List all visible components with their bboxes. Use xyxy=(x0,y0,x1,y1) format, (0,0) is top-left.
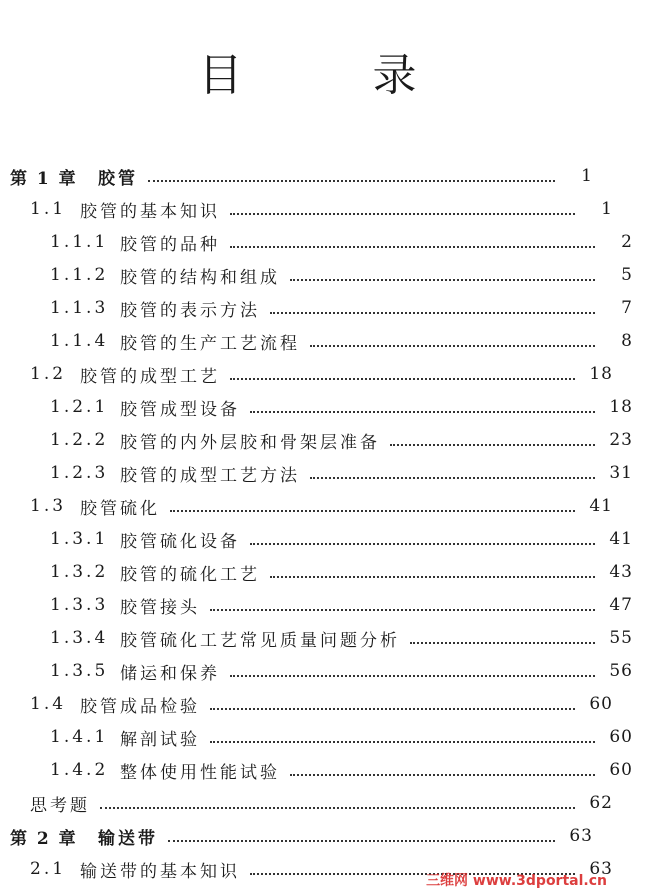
toc-entry[interactable] xyxy=(0,754,665,786)
toc-entry-page: 7 xyxy=(621,298,633,318)
toc-entry-number: 1.3 xyxy=(30,496,67,516)
toc-entry-number: 1.3.2 xyxy=(50,562,109,582)
dot-leader xyxy=(210,608,595,611)
toc-entry-number: 1.2 xyxy=(30,364,67,384)
toc-entry-page: 8 xyxy=(621,331,633,351)
dot-leader xyxy=(230,245,595,248)
toc-entry-number: 1.3.4 xyxy=(50,628,109,648)
toc-entry-number: 1.4.2 xyxy=(50,760,109,780)
toc-entry-page: 2 xyxy=(621,232,633,252)
dot-leader xyxy=(290,773,595,776)
dot-leader xyxy=(230,212,575,215)
toc-entry-page: 5 xyxy=(621,265,633,285)
toc-entry-title: 胶管的硫化工艺 xyxy=(120,564,260,585)
toc-entry-page: 56 xyxy=(609,661,633,681)
toc-entry-number: 1.3.5 xyxy=(50,661,109,681)
toc-entry-page: 47 xyxy=(609,595,633,615)
dot-leader xyxy=(230,674,595,677)
toc-entry[interactable] xyxy=(0,160,625,192)
dot-leader xyxy=(270,575,595,578)
dot-leader xyxy=(170,509,575,512)
toc-entry-page: 60 xyxy=(609,727,633,747)
toc-entry-page: 18 xyxy=(609,397,633,417)
toc-entry-title: 输送带 xyxy=(98,828,158,849)
toc-entry[interactable] xyxy=(0,292,665,324)
toc-entry-title: 胶管接头 xyxy=(120,597,200,618)
toc-entry[interactable] xyxy=(0,622,665,654)
dot-leader xyxy=(168,839,555,842)
watermark-logo: 三维网 www.3dportal.cn xyxy=(426,873,607,889)
toc-entry-title: 胶管的表示方法 xyxy=(120,300,260,321)
toc-entry-page: 55 xyxy=(609,628,633,648)
toc-entry[interactable] xyxy=(0,358,645,390)
toc-entry-page: 23 xyxy=(609,430,633,450)
dot-leader xyxy=(210,740,595,743)
toc-entry-page: 63 xyxy=(589,859,613,879)
toc-entry[interactable] xyxy=(0,259,665,291)
toc-entry-page: 60 xyxy=(609,760,633,780)
toc-entry-title: 胶管的基本知识 xyxy=(80,201,220,222)
dot-leader xyxy=(290,278,595,281)
toc-entry-title: 胶管硫化工艺常见质量问题分析 xyxy=(120,630,400,651)
toc-entry-number: 1.4 xyxy=(30,694,67,714)
toc-entry-title: 胶管的结构和组成 xyxy=(120,267,280,288)
toc-entry-page: 43 xyxy=(609,562,633,582)
toc-entry-number: 1.2.2 xyxy=(50,430,109,450)
toc-entry-title: 解剖试验 xyxy=(120,729,200,750)
toc-entry-title: 胶管的品种 xyxy=(120,234,220,255)
toc-entry-title: 储运和保养 xyxy=(120,663,220,684)
dot-leader xyxy=(250,542,595,545)
toc-entry[interactable] xyxy=(0,391,665,423)
dot-leader xyxy=(250,410,595,413)
toc-entry-title: 胶管硫化设备 xyxy=(120,531,240,552)
toc-entry-title: 胶管的内外层胶和骨架层准备 xyxy=(120,432,380,453)
toc-entry-title: 胶管的成型工艺方法 xyxy=(120,465,300,486)
toc-entry-title: 胶管的生产工艺流程 xyxy=(120,333,300,354)
page-title: 目 录 xyxy=(198,50,475,101)
toc-entry[interactable] xyxy=(0,589,665,621)
toc-entry-page: 31 xyxy=(609,463,633,483)
toc-entry[interactable] xyxy=(0,688,645,720)
dot-leader xyxy=(310,476,595,479)
toc-entry[interactable] xyxy=(0,325,665,357)
toc-entry[interactable] xyxy=(0,457,665,489)
dot-leader xyxy=(390,443,595,446)
toc-entry-number: 1.3.1 xyxy=(50,529,109,549)
toc-entry-page: 1 xyxy=(581,166,593,186)
dot-leader xyxy=(210,707,575,710)
toc-entry[interactable] xyxy=(0,556,665,588)
toc-entry-number: 1.1 xyxy=(30,199,67,219)
toc-entry[interactable] xyxy=(0,721,665,753)
toc-entry[interactable] xyxy=(0,226,665,258)
dot-leader xyxy=(100,806,575,809)
toc-entry-title: 胶管的成型工艺 xyxy=(80,366,220,387)
toc-entry-number: 1.1.1 xyxy=(50,232,109,252)
toc-entry[interactable] xyxy=(0,523,665,555)
toc-entry-page: 60 xyxy=(589,694,613,714)
toc-entry-number: 1.1.4 xyxy=(50,331,109,351)
toc-entry-page: 41 xyxy=(589,496,613,516)
toc-entry-number: 2.1 xyxy=(30,859,67,879)
toc-entry-number: 1.2.3 xyxy=(50,463,109,483)
toc-entry[interactable] xyxy=(0,490,645,522)
toc-entry-number: 1.4.1 xyxy=(50,727,109,747)
toc-entry-title: 胶管成型设备 xyxy=(120,399,240,420)
toc-entry[interactable] xyxy=(0,655,665,687)
dot-leader xyxy=(310,344,595,347)
toc-entry-number: 1.2.1 xyxy=(50,397,109,417)
toc-entry-title: 胶管硫化 xyxy=(80,498,160,519)
toc-entry-page: 18 xyxy=(589,364,613,384)
toc-entry-title: 胶管成品检验 xyxy=(80,696,200,717)
toc-entry-title: 胶管 xyxy=(98,168,138,189)
toc-entry-page: 63 xyxy=(569,826,593,846)
toc-entry-title: 输送带的基本知识 xyxy=(80,861,240,882)
toc-entry-number: 第 1 章 xyxy=(10,168,78,189)
toc-entry-title: 思考题 xyxy=(30,795,90,816)
toc-entry-page: 62 xyxy=(589,793,613,813)
toc-entry[interactable] xyxy=(0,193,645,225)
toc-entry-page: 1 xyxy=(601,199,613,219)
dot-leader xyxy=(230,377,575,380)
dot-leader xyxy=(270,311,595,314)
toc-entry[interactable] xyxy=(0,820,625,852)
toc-entry-title: 整体使用性能试验 xyxy=(120,762,280,783)
toc-entry-page: 41 xyxy=(609,529,633,549)
toc-entry-number: 1.3.3 xyxy=(50,595,109,615)
toc-entry[interactable] xyxy=(0,424,665,456)
dot-leader xyxy=(410,641,595,644)
toc-entry-number: 1.1.2 xyxy=(50,265,109,285)
toc-entry[interactable] xyxy=(0,787,645,819)
toc-entry-number: 第 2 章 xyxy=(10,828,78,849)
dot-leader xyxy=(148,179,555,182)
toc-entry-number: 1.1.3 xyxy=(50,298,109,318)
